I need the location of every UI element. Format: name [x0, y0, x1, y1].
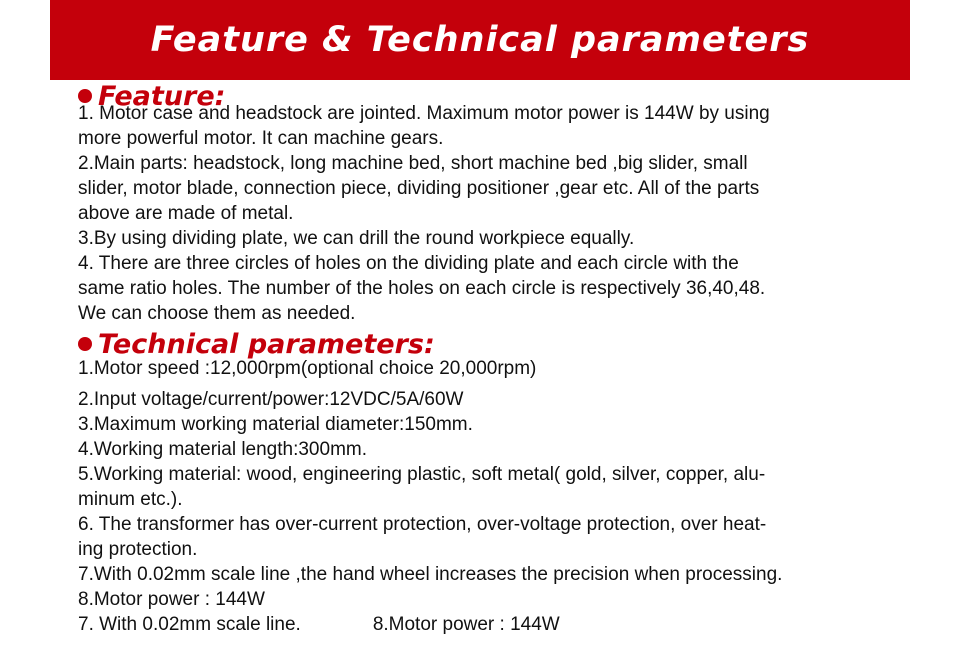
feature-line: 4. There are three circles of holes on the dividing plate and each circle with the	[78, 253, 739, 274]
feature-line: 3.By using dividing plate, we can drill the round workpiece equally.	[78, 228, 635, 249]
technical-title: Technical parameters:	[98, 328, 435, 360]
page-title: Feature & Technical parameters	[150, 20, 810, 60]
header-banner	[50, 0, 910, 80]
feature-line: 1. Motor case and headstock are jointed. Maximum motor power is 144W by using	[78, 103, 770, 124]
technical-last-row-col1: 7. With 0.02mm scale line.	[78, 614, 301, 635]
technical-list	[78, 356, 898, 637]
bullet-icon	[78, 337, 92, 351]
feature-line: above are made of metal.	[78, 203, 294, 224]
feature-title: Feature:	[98, 80, 226, 112]
feature-line: same ratio holes. The number of the holes on each circle is respectively 36,40,48.	[78, 278, 766, 299]
technical-line: 7.With 0.02mm scale line ,the hand wheel increases the precision when processing.	[78, 564, 783, 585]
content	[78, 78, 898, 637]
technical-line: ing protection.	[78, 539, 198, 560]
technical-line: 2.Input voltage/current/power:12VDC/5A/60W	[78, 389, 464, 410]
technical-line: 5.Working material: wood, engineering plastic, soft metal( gold, silver, copper, alu-	[78, 464, 766, 485]
technical-line: 1.Motor speed :12,000rpm(optional choice 20,000rpm)	[78, 358, 537, 379]
feature-line: 2.Main parts: headstock, long machine bed, short machine bed ,big slider, small	[78, 153, 748, 174]
technical-line: 6. The transformer has over-current protection, over-voltage protection, over heat-	[78, 514, 767, 535]
technical-line: minum etc.).	[78, 489, 183, 510]
technical-line: 3.Maximum working material diameter:150mm.	[78, 414, 473, 435]
technical-last-row	[78, 612, 898, 637]
technical-line: 8.Motor power : 144W	[78, 589, 265, 610]
feature-line: more powerful motor. It can machine gears.	[78, 128, 444, 149]
technical-last-row-col2: 8.Motor power : 144W	[372, 614, 560, 635]
feature-list	[78, 101, 898, 326]
feature-line: We can choose them as needed.	[78, 303, 356, 324]
technical-line: 4.Working material length:300mm.	[78, 439, 367, 460]
feature-line: slider, motor blade, connection piece, dividing positioner ,gear etc. All of the parts	[78, 178, 760, 199]
